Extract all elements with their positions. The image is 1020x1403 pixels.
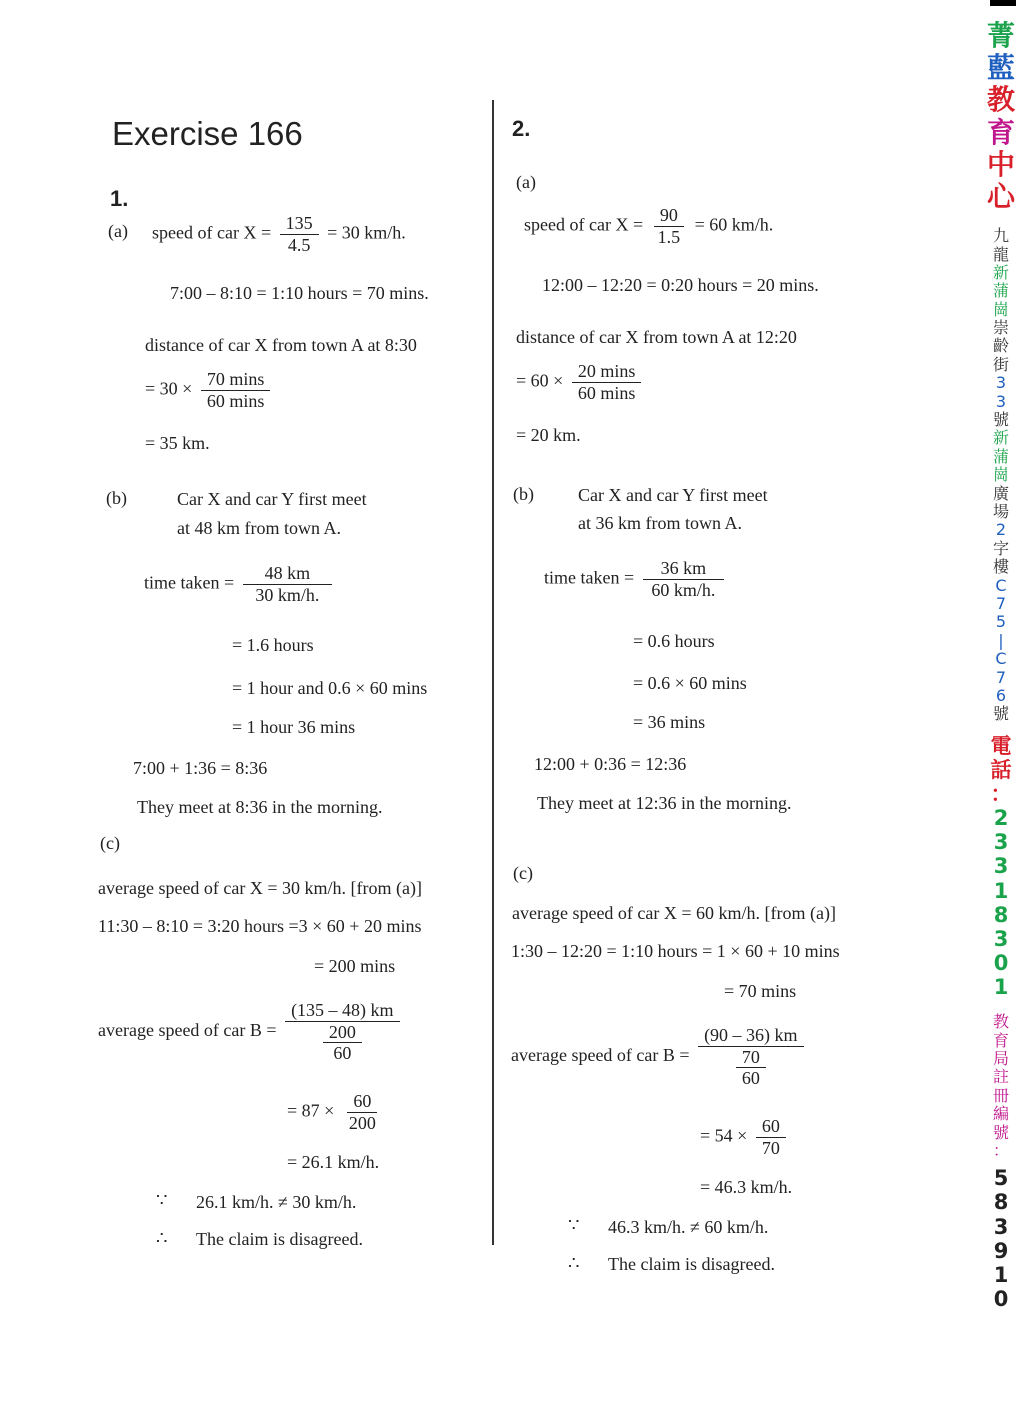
q2-avg-step [700, 1116, 790, 1158]
question-2-number: 2. [512, 116, 531, 141]
q1-avg-speed-b-equation [98, 1000, 404, 1064]
q2-time-interval: 1:30 – 12:20 = 1:10 hours = 1 × 60 + 10 mins [511, 941, 840, 961]
q1-avg-step [287, 1091, 386, 1133]
q2-time-taken-denominator: 60 km/h. [651, 579, 716, 600]
q2-meet-conclusion: They meet at 12:36 in the morning. [537, 793, 792, 813]
q1-conclusion: The claim is disagreed. [196, 1229, 363, 1249]
q2-speed-equation [524, 205, 773, 247]
q1-time-taken-prefix: time taken = [144, 572, 235, 593]
q1-speed-prefix: speed of car X = [152, 222, 272, 243]
q2-part-c-label: (c) [513, 863, 533, 883]
q2-speed-numerator: 90 [654, 205, 684, 227]
registration-label: 教 育 局 註 冊 編 號 ： [992, 1012, 1009, 1160]
q1-time-sum: 7:00 + 1:36 = 8:36 [133, 758, 268, 778]
question-1-number: 1. [110, 186, 129, 211]
q1-nested-denominator: 60 [333, 1043, 352, 1064]
q1-avg-step-fraction [343, 1091, 382, 1133]
q2-time-elapsed: 12:00 – 12:20 = 0:20 hours = 20 mins. [542, 275, 819, 295]
q1-avg-speed-x: average speed of car X = 30 km/h. [from (a)] [98, 878, 423, 898]
q1-therefore-symbol: ∴ [156, 1228, 168, 1248]
q2-total-mins: = 70 mins [724, 981, 797, 1001]
q2-because-symbol: ∵ [568, 1215, 580, 1235]
q1-distance-numerator: 70 mins [201, 369, 271, 391]
q1-time-step-1: = 1.6 hours [232, 635, 314, 655]
q1-nested-fraction [323, 1022, 362, 1064]
q2-part-a-label: (a) [516, 172, 536, 192]
q1-because-symbol: ∵ [156, 1190, 168, 1210]
q2-avg-step-denominator: 70 [761, 1137, 780, 1158]
q2-distance-result: = 20 km. [516, 425, 581, 445]
q1-meet-line-1: Car X and car Y first meet [177, 489, 367, 509]
q1-avg-step-denominator: 200 [348, 1112, 376, 1133]
q2-avg-speed-x: average speed of car X = 60 km/h. [from (a)] [512, 903, 837, 923]
q2-time-taken-equation [544, 558, 728, 600]
institution-phone: 電 話 ： 2 3 3 1 8 3 0 1 [990, 733, 1012, 1000]
q1-time-step-3: = 1 hour 36 mins [232, 717, 356, 737]
q2-avg-speed-b-numerator: (90 – 36) km [698, 1025, 804, 1047]
q2-time-step-1: = 0.6 hours [633, 631, 715, 651]
q2-time-sum: 12:00 + 0:36 = 12:36 [534, 754, 687, 774]
q2-speed-result: = 60 km/h. [694, 214, 774, 235]
q1-avg-step-numerator: 60 [347, 1091, 377, 1113]
q1-time-taken-denominator: 30 km/h. [255, 584, 320, 605]
q1-avg-speed-b-denominator [313, 1022, 372, 1064]
q1-speed-equation [152, 213, 406, 255]
q1-distance-denominator: 60 mins [206, 390, 265, 411]
q1-speed-result: = 30 km/h. [327, 222, 406, 243]
q2-time-step-2: = 0.6 × 60 mins [633, 673, 747, 693]
q2-distance-equation [516, 361, 645, 403]
q2-avg-speed-b-denominator [726, 1047, 776, 1089]
q2-avg-speed-b-fraction [698, 1025, 804, 1089]
institution-name: 菁 藍 教 育 中 心 [986, 19, 1015, 213]
q2-distance-fraction [572, 361, 642, 403]
q1-time-interval: 11:30 – 8:10 = 3:20 hours =3 × 60 + 20 mins [98, 916, 422, 936]
q1-distance-label: distance of car X from town A at 8:30 [145, 335, 417, 355]
q1-speed-fraction [280, 213, 319, 255]
q2-part-b-label: (b) [513, 484, 534, 504]
q1-speed-numerator: 135 [280, 213, 319, 235]
q1-avg-speed-b-fraction [285, 1000, 400, 1064]
q2-speed-prefix: speed of car X = [524, 214, 644, 235]
q1-speed-denominator: 4.5 [287, 234, 311, 255]
q2-time-step-3: = 36 mins [633, 712, 706, 732]
q2-meet-line-2: at 36 km from town A. [578, 513, 742, 533]
q1-avg-result: = 26.1 km/h. [287, 1152, 380, 1172]
q2-avg-step-numerator: 60 [756, 1116, 786, 1138]
q1-distance-equation [145, 369, 274, 411]
institution-address: 九 龍 新 蒲 崗 崇 齡 街 3 3 號 新 蒲 崗 廣 場 2 字 樓 C 7 5 | C 7 6 號 [992, 226, 1009, 724]
q1-distance-prefix: = 30 × [145, 378, 193, 399]
q2-because-statement: 46.3 km/h. ≠ 60 km/h. [608, 1217, 769, 1237]
q2-distance-label: distance of car X from town A at 12:20 [516, 327, 797, 347]
q1-nested-numerator: 200 [323, 1022, 362, 1044]
q2-speed-denominator: 1.5 [657, 226, 681, 247]
column-divider [492, 100, 494, 1245]
q1-avg-speed-b-numerator: (135 – 48) km [285, 1000, 400, 1022]
q2-nested-fraction [736, 1047, 766, 1089]
q2-time-taken-fraction [643, 558, 725, 600]
institution-sidebar [986, 20, 1016, 1311]
q2-avg-result: = 46.3 km/h. [700, 1177, 793, 1197]
q1-part-c-label: (c) [100, 833, 120, 853]
q2-time-taken-prefix: time taken = [544, 567, 635, 588]
q2-nested-numerator: 70 [736, 1047, 766, 1069]
q2-speed-fraction [652, 205, 687, 247]
q2-therefore-symbol: ∴ [568, 1253, 580, 1273]
q2-avg-speed-b-equation [511, 1025, 808, 1089]
q1-meet-conclusion: They meet at 8:36 in the morning. [137, 797, 383, 817]
q1-avg-speed-b-prefix: average speed of car B = [98, 1020, 277, 1041]
q1-distance-result: = 35 km. [145, 433, 210, 453]
q1-time-taken-equation [144, 563, 336, 605]
q1-because-statement: 26.1 km/h. ≠ 30 km/h. [196, 1192, 357, 1212]
page-title: Exercise 166 [112, 115, 303, 152]
q2-avg-speed-b-prefix: average speed of car B = [511, 1045, 690, 1066]
q2-meet-line-1: Car X and car Y first meet [578, 485, 768, 505]
q1-time-taken-numerator: 48 km [243, 563, 333, 585]
q1-distance-fraction [201, 369, 271, 411]
page-edge-mark [990, 0, 1016, 6]
q1-part-b-label: (b) [106, 488, 127, 508]
registration-number: 5 8 3 9 1 0 [993, 1166, 1009, 1312]
q2-time-taken-numerator: 36 km [643, 558, 725, 580]
q1-time-elapsed: 7:00 – 8:10 = 1:10 hours = 70 mins. [170, 283, 429, 303]
q2-distance-numerator: 20 mins [572, 361, 642, 383]
q1-part-a-label: (a) [108, 221, 128, 241]
q2-avg-step-prefix: = 54 × [700, 1125, 748, 1146]
q2-nested-denominator: 60 [741, 1068, 760, 1089]
q2-distance-prefix: = 60 × [516, 370, 564, 391]
q1-meet-line-2: at 48 km from town A. [177, 518, 341, 538]
q1-avg-step-prefix: = 87 × [287, 1100, 335, 1121]
q1-total-mins: = 200 mins [314, 956, 396, 976]
q2-conclusion: The claim is disagreed. [608, 1254, 775, 1274]
q1-time-step-2: = 1 hour and 0.6 × 60 mins [232, 678, 428, 698]
q2-distance-denominator: 60 mins [577, 382, 636, 403]
q1-time-taken-fraction [243, 563, 333, 605]
q2-avg-step-fraction [756, 1116, 786, 1158]
